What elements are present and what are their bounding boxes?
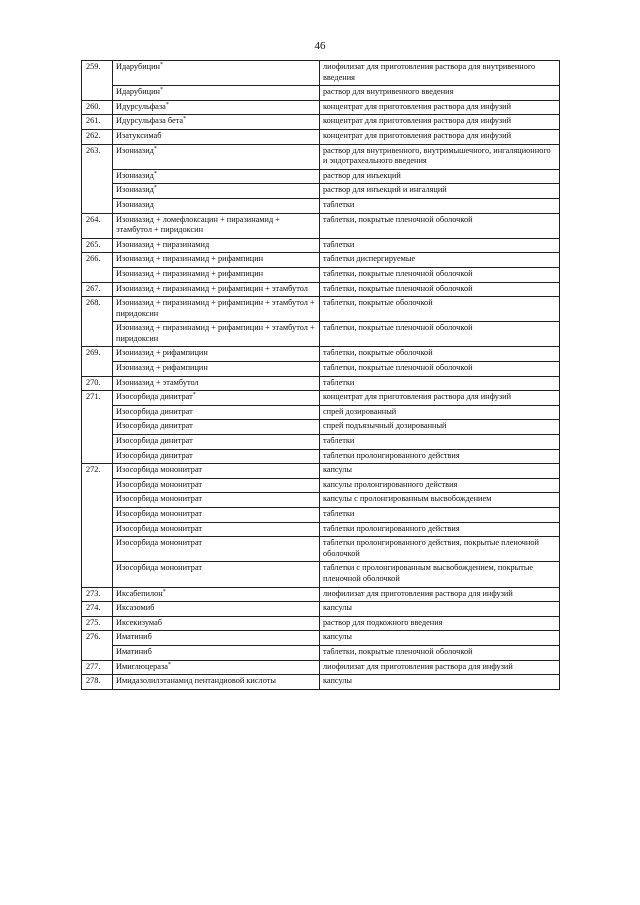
drug-name-cell <box>113 322 320 347</box>
table-row <box>82 522 560 537</box>
dosage-form: капсулы <box>320 631 560 646</box>
drug-name: Идарубицин <box>116 62 160 71</box>
drug-name: Изониазид + пиразинамид + рифампицин + этамбутол + пиридоксин <box>116 323 315 343</box>
row-number: 266. <box>82 253 113 282</box>
row-number: 272. <box>82 464 113 587</box>
drug-name-cell <box>113 660 320 675</box>
row-number: 271. <box>82 391 113 464</box>
asterisk-mark: * <box>153 170 157 177</box>
drug-name-cell <box>113 675 320 690</box>
table-row <box>82 238 560 253</box>
drug-name: Изосорбида мононитрат <box>116 538 203 548</box>
dosage-form: раствор для инъекций <box>320 169 560 184</box>
drug-name: Изосорбида динитрат <box>116 406 193 416</box>
dosage-form: раствор для внутривенного введения <box>320 86 560 101</box>
drug-name: Изосорбида мононитрат <box>116 563 203 573</box>
row-number: 276. <box>82 631 113 660</box>
dosage-form: концентрат для приготовления раствора для инфузий <box>320 100 560 115</box>
dosage-form: таблетки, покрытые пленочной оболочкой <box>320 362 560 377</box>
row-number: 277. <box>82 660 113 675</box>
table-row <box>82 645 560 660</box>
drug-name-cell <box>113 602 320 617</box>
row-number: 268. <box>82 297 113 347</box>
dosage-form: капсулы с пролонгированным высвобождением <box>320 493 560 508</box>
drug-name: Изосорбида динитрат <box>116 421 193 431</box>
dosage-form: концентрат для приготовления раствора для инфузий <box>320 115 560 130</box>
dosage-form: таблетки, покрытые пленочной оболочкой <box>320 282 560 297</box>
row-number: 269. <box>82 347 113 376</box>
table-row <box>82 493 560 508</box>
drug-name: Изатуксимаб <box>116 130 162 140</box>
row-number: 260. <box>82 100 113 115</box>
drug-name: Изосорбида мононитрат <box>116 465 203 475</box>
drug-name: Изосорбида динитрат <box>116 436 193 446</box>
dosage-form: таблетки, покрытые пленочной оболочкой <box>320 213 560 238</box>
dosage-form: раствор для инъекций и ингаляций <box>320 184 560 199</box>
drug-name-cell <box>113 184 320 199</box>
table-row <box>82 115 560 130</box>
drug-name: Изосорбида мононитрат <box>116 523 203 533</box>
drug-name-cell <box>113 435 320 450</box>
table-row <box>82 660 560 675</box>
drug-name-cell <box>113 213 320 238</box>
table-row <box>82 631 560 646</box>
table-row <box>82 86 560 101</box>
drug-name: Иматиниб <box>116 646 152 656</box>
drug-name: Изониазид <box>116 185 154 195</box>
table-row <box>82 405 560 420</box>
table-row <box>82 213 560 238</box>
asterisk-mark: * <box>165 101 169 108</box>
drug-name: Иматиниб <box>116 632 152 642</box>
dosage-form: капсулы <box>320 602 560 617</box>
table-row <box>82 347 560 362</box>
dosage-form: таблетки, покрытые оболочкой <box>320 297 560 322</box>
table-row <box>82 562 560 587</box>
dosage-form: спрей дозированный <box>320 405 560 420</box>
dosage-form: раствор для внутривенного, внутримышечного, ингаляционного и эндотрахеального введения <box>320 144 560 169</box>
drug-name-cell <box>113 631 320 646</box>
drug-name-cell <box>113 169 320 184</box>
drug-name: Изониазид + рифампицин <box>116 363 208 373</box>
drug-name-cell <box>113 522 320 537</box>
table-row <box>82 267 560 282</box>
table-row <box>82 376 560 391</box>
drug-name: Изониазид <box>116 199 154 209</box>
dosage-form: лиофилизат для приготовления раствора для инфузий <box>320 587 560 602</box>
drug-name-cell <box>113 362 320 377</box>
dosage-form: таблетки пролонгированного действия <box>320 522 560 537</box>
table-row <box>82 616 560 631</box>
drug-name-cell <box>113 420 320 435</box>
drug-name: Изониазид <box>116 170 154 180</box>
drug-name: Изосорбида мононитрат <box>116 509 203 518</box>
drug-name-cell <box>113 537 320 562</box>
row-number: 264. <box>82 213 113 238</box>
table-row <box>82 129 560 144</box>
drug-name: Идурсульфаза <box>116 101 166 111</box>
drug-name: Изониазид + пиразинамид <box>116 239 210 249</box>
table-row <box>82 449 560 464</box>
drug-name-cell <box>113 86 320 101</box>
drug-name: Изониазид + пиразинамид + рифампицин + этамбутол + пиридоксин <box>116 298 315 318</box>
asterisk-mark: * <box>153 145 157 152</box>
dosage-form: концентрат для приготовления раствора для инфузий <box>320 129 560 144</box>
dosage-form: таблетки с пролонгированным высвобождением, покрытые пленочной оболочкой <box>320 562 560 587</box>
drug-name-cell <box>113 376 320 391</box>
dosage-form: таблетки <box>320 376 560 391</box>
asterisk-mark: * <box>159 62 163 68</box>
row-number: 274. <box>82 602 113 617</box>
dosage-form: таблетки диспергируемые <box>320 253 560 268</box>
drug-name-cell <box>113 405 320 420</box>
drug-name-cell <box>113 508 320 523</box>
dosage-form: таблетки <box>320 508 560 523</box>
drug-name: Изосорбида мононитрат <box>116 494 203 504</box>
dosage-form: таблетки, покрытые оболочкой <box>320 347 560 362</box>
page-number: 46 <box>314 40 326 52</box>
asterisk-mark: * <box>183 116 187 123</box>
drug-name-cell <box>113 562 320 587</box>
row-number: 262. <box>82 129 113 144</box>
drug-name: Изониазид + пиразинамид + рифампицин <box>116 268 264 278</box>
drug-name: Изониазид + ломефлоксацин + пиразинамид + этамбутол + пиридоксин <box>116 214 280 235</box>
row-number: 270. <box>82 376 113 391</box>
dosage-form: капсулы <box>320 464 560 479</box>
table-row <box>82 508 560 523</box>
drug-name: Имиглюцераза <box>116 661 168 671</box>
dosage-form: таблетки <box>320 238 560 253</box>
dosage-form: раствор для подкожного введения <box>320 616 560 631</box>
table-row <box>82 391 560 406</box>
drug-name-cell <box>113 391 320 406</box>
drug-name-cell <box>113 115 320 130</box>
drug-name-cell <box>113 129 320 144</box>
drug-name: Идарубицин <box>116 87 160 97</box>
asterisk-mark: * <box>159 87 163 94</box>
row-number: 261. <box>82 115 113 130</box>
table-row <box>82 253 560 268</box>
drug-name-cell <box>113 100 320 115</box>
dosage-form: таблетки, покрытые пленочной оболочкой <box>320 645 560 660</box>
dosage-form: таблетки пролонгированного действия <box>320 449 560 464</box>
drug-name: Изосорбида мононитрат <box>116 479 203 489</box>
table-row <box>82 478 560 493</box>
row-number: 278. <box>82 675 113 690</box>
dosage-form: спрей подъязычный дозированный <box>320 420 560 435</box>
drug-table <box>81 60 560 690</box>
table-row <box>82 282 560 297</box>
table-row <box>82 184 560 199</box>
asterisk-mark: * <box>192 392 196 399</box>
dosage-form: таблетки пролонгированного действия, покрытые пленочной оболочкой <box>320 537 560 562</box>
row-number: 273. <box>82 587 113 602</box>
table-row <box>82 169 560 184</box>
drug-name: Имидазолилэтанамид пентандиовой кислоты <box>116 676 276 686</box>
dosage-form: лиофилизат для приготовления раствора для инфузий <box>320 660 560 675</box>
drug-name-cell <box>113 282 320 297</box>
drug-name-cell <box>113 144 320 169</box>
dosage-form: лиофилизат для приготовления раствора для внутривенного введения <box>320 61 560 86</box>
drug-name: Изониазид + пиразинамид + рифампицин + этамбутол <box>116 283 308 293</box>
drug-name-cell <box>113 61 320 86</box>
row-number: 259. <box>82 61 113 101</box>
drug-name-cell <box>113 347 320 362</box>
dosage-form: таблетки <box>320 198 560 213</box>
asterisk-mark: * <box>167 661 171 668</box>
row-number: 267. <box>82 282 113 297</box>
drug-name: Иксабепилон <box>116 588 163 598</box>
drug-name: Изониазид + пиразинамид + рифампицин <box>116 254 264 264</box>
drug-name: Иксекизумаб <box>116 617 162 627</box>
drug-name-cell <box>113 297 320 322</box>
dosage-form: таблетки <box>320 435 560 450</box>
drug-name: Изониазид <box>116 145 154 155</box>
drug-name-cell <box>113 493 320 508</box>
drug-name: Изосорбида динитрат <box>116 392 193 402</box>
table-row <box>82 297 560 322</box>
drug-name-cell <box>113 198 320 213</box>
drug-name-cell <box>113 267 320 282</box>
table-row <box>82 464 560 479</box>
table-row <box>82 322 560 347</box>
dosage-form: концентрат для приготовления раствора для инфузий <box>320 391 560 406</box>
row-number: 265. <box>82 238 113 253</box>
table-row <box>82 675 560 690</box>
drug-name-cell <box>113 616 320 631</box>
dosage-form: капсулы пролонгированного действия <box>320 478 560 493</box>
table-row <box>82 420 560 435</box>
table-row <box>82 198 560 213</box>
table-row <box>82 100 560 115</box>
drug-name: Изониазид + этамбутол <box>116 377 199 387</box>
table-row <box>82 537 560 562</box>
drug-name: Изониазид + рифампицин <box>116 348 208 358</box>
table-row <box>82 362 560 377</box>
drug-name-cell <box>113 449 320 464</box>
asterisk-mark: * <box>153 185 157 192</box>
table-row <box>82 435 560 450</box>
drug-name-cell <box>113 587 320 602</box>
table-row <box>82 587 560 602</box>
asterisk-mark: * <box>162 588 166 595</box>
drug-name-cell <box>113 464 320 479</box>
drug-name-cell <box>113 238 320 253</box>
drug-name-cell <box>113 253 320 268</box>
dosage-form: таблетки, покрытые пленочной оболочкой <box>320 322 560 347</box>
table-row <box>82 144 560 169</box>
drug-table-body <box>82 61 560 690</box>
table-row <box>82 602 560 617</box>
drug-name-cell <box>113 645 320 660</box>
dosage-form: таблетки, покрытые пленочной оболочкой <box>320 267 560 282</box>
table-row <box>82 61 560 86</box>
drug-name: Изосорбида динитрат <box>116 450 193 460</box>
row-number: 263. <box>82 144 113 213</box>
row-number: 275. <box>82 616 113 631</box>
dosage-form: капсулы <box>320 675 560 690</box>
drug-name-cell <box>113 478 320 493</box>
drug-name: Иксазомиб <box>116 603 155 613</box>
drug-name: Идурсульфаза бета <box>116 116 184 126</box>
